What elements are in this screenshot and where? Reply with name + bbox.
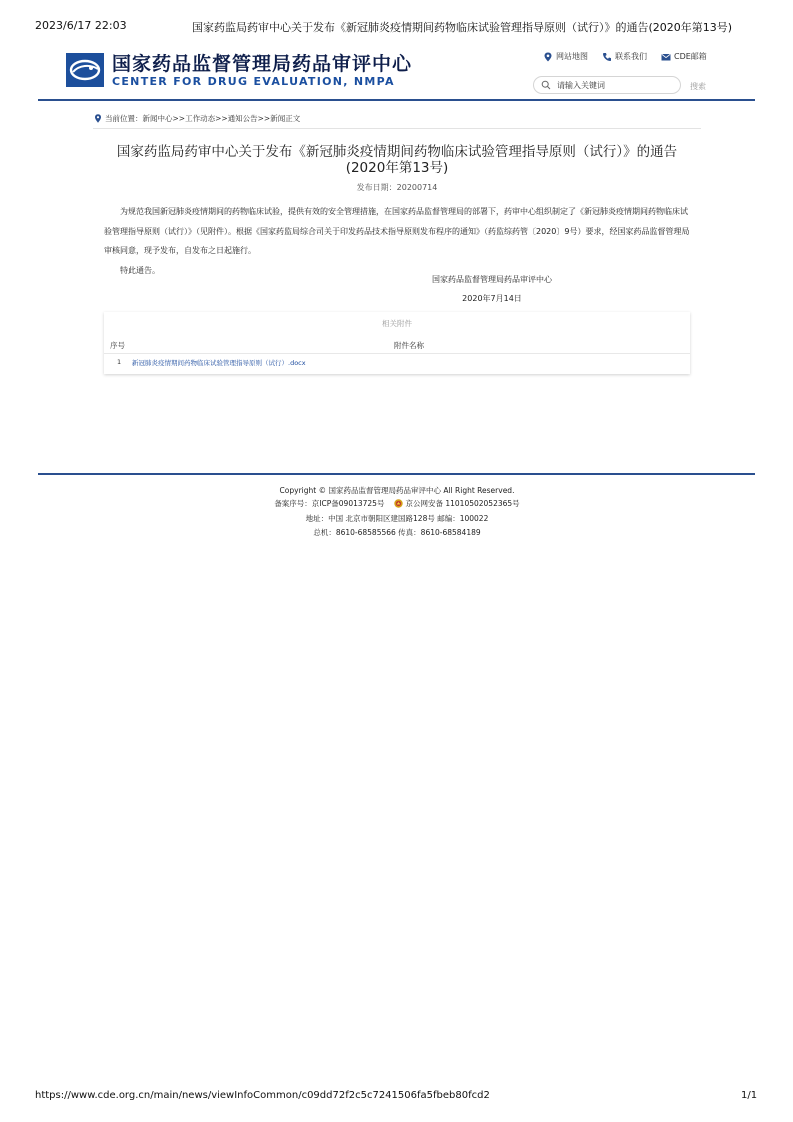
top-links xyxy=(543,51,707,62)
attachment-link[interactable]: 新冠肺炎疫情期间药物临床试验管理指导原则（试行）.docx xyxy=(132,359,306,367)
footer-divider xyxy=(38,473,755,475)
search-box xyxy=(533,76,681,94)
phone-icon xyxy=(602,52,612,62)
signature-org: 国家药品监督管理局药品审评中心 xyxy=(432,275,552,284)
location-pin-icon xyxy=(94,114,102,123)
attachments-header xyxy=(104,336,690,354)
col-index-header: 序号 xyxy=(110,341,125,350)
breadcrumb-text[interactable]: 当前位置：新闻中心>>工作动态>>通知公告>>新闻正文 xyxy=(105,114,301,123)
col-name-header: 附件名称 xyxy=(394,341,424,350)
search-icon xyxy=(541,80,551,90)
breadcrumb-divider xyxy=(93,128,701,129)
cde-mail-label: CDE邮箱 xyxy=(674,52,707,61)
police-badge-icon xyxy=(394,499,403,508)
icp-number[interactable]: 备案序号：京ICP备09013725号 xyxy=(274,499,385,508)
attachment-index: 1 xyxy=(117,358,122,366)
print-page-title: 国家药监局药审中心关于发布《新冠肺炎疫情期间药物临床试验管理指导原则（试行）》的通告(2020年第13号) xyxy=(192,21,733,34)
mail-icon xyxy=(661,52,671,62)
cde-logo-icon[interactable] xyxy=(66,53,104,87)
location-pin-icon xyxy=(543,52,553,62)
publish-date: 发布日期：20200714 xyxy=(356,183,438,192)
search-button[interactable]: 搜索 xyxy=(690,82,706,91)
footer-registration xyxy=(200,498,594,509)
breadcrumb xyxy=(94,113,300,124)
signature-date: 2020年7月14日 xyxy=(462,294,522,303)
print-datetime: 2023/6/17 22:03 xyxy=(35,19,127,32)
article-paragraph: 为规范我国新冠肺炎疫情期间的药物临床试验，提供有效的安全管理措施，在国家药品监督管理局的部署下，药审中心组织制定了《新冠肺炎疫情期间药物临床试验管理指导原则（试行）》（见附件）。根据《国家药监局综合司关于印发药品技术指导原则发布程序的通知》（药监综药管〔2020〕9号）要求，经国家药品监督管理局审核同意，现予发布，自发布之日起施行。 xyxy=(104,207,690,255)
sitemap-link[interactable] xyxy=(543,51,588,62)
sitemap-label: 网站地图 xyxy=(556,52,588,61)
attachments-panel xyxy=(104,312,690,374)
site-name-en: CENTER FOR DRUG EVALUATION, NMPA xyxy=(112,75,395,88)
site-name-cn: 国家药品监督管理局药品审评中心 xyxy=(112,53,413,75)
article-paragraph: 特此通告。 xyxy=(120,265,160,275)
footer-copyright: Copyright © 国家药品监督管理局药品审评中心 All Right Reserved. xyxy=(279,486,515,495)
attachments-caption: 相关附件 xyxy=(382,319,412,328)
contact-link[interactable] xyxy=(602,51,647,62)
article-body xyxy=(104,202,690,280)
footer-phones: 总机：8610-68585566 传真：8610-68584189 xyxy=(313,528,481,537)
police-number: 京公网安备 11010502052365号 xyxy=(405,499,520,508)
cde-mail-link[interactable] xyxy=(661,51,707,62)
header-divider xyxy=(38,99,755,101)
footer-address: 地址：中国 北京市朝阳区建国路128号 邮编：100022 xyxy=(305,514,489,523)
contact-label: 联系我们 xyxy=(615,52,647,61)
police-registration[interactable] xyxy=(394,498,519,509)
print-page-number: 1/1 xyxy=(741,1090,758,1101)
print-url: https://www.cde.org.cn/main/news/viewInfoCommon/c09dd72f2c5c7241506fa5fbeb80fcd2 xyxy=(35,1090,490,1101)
article-title: 国家药监局药审中心关于发布《新冠肺炎疫情期间药物临床试验管理指导原则（试行）》的通告(2020年第13号) xyxy=(116,144,678,176)
search-input[interactable] xyxy=(555,80,674,91)
